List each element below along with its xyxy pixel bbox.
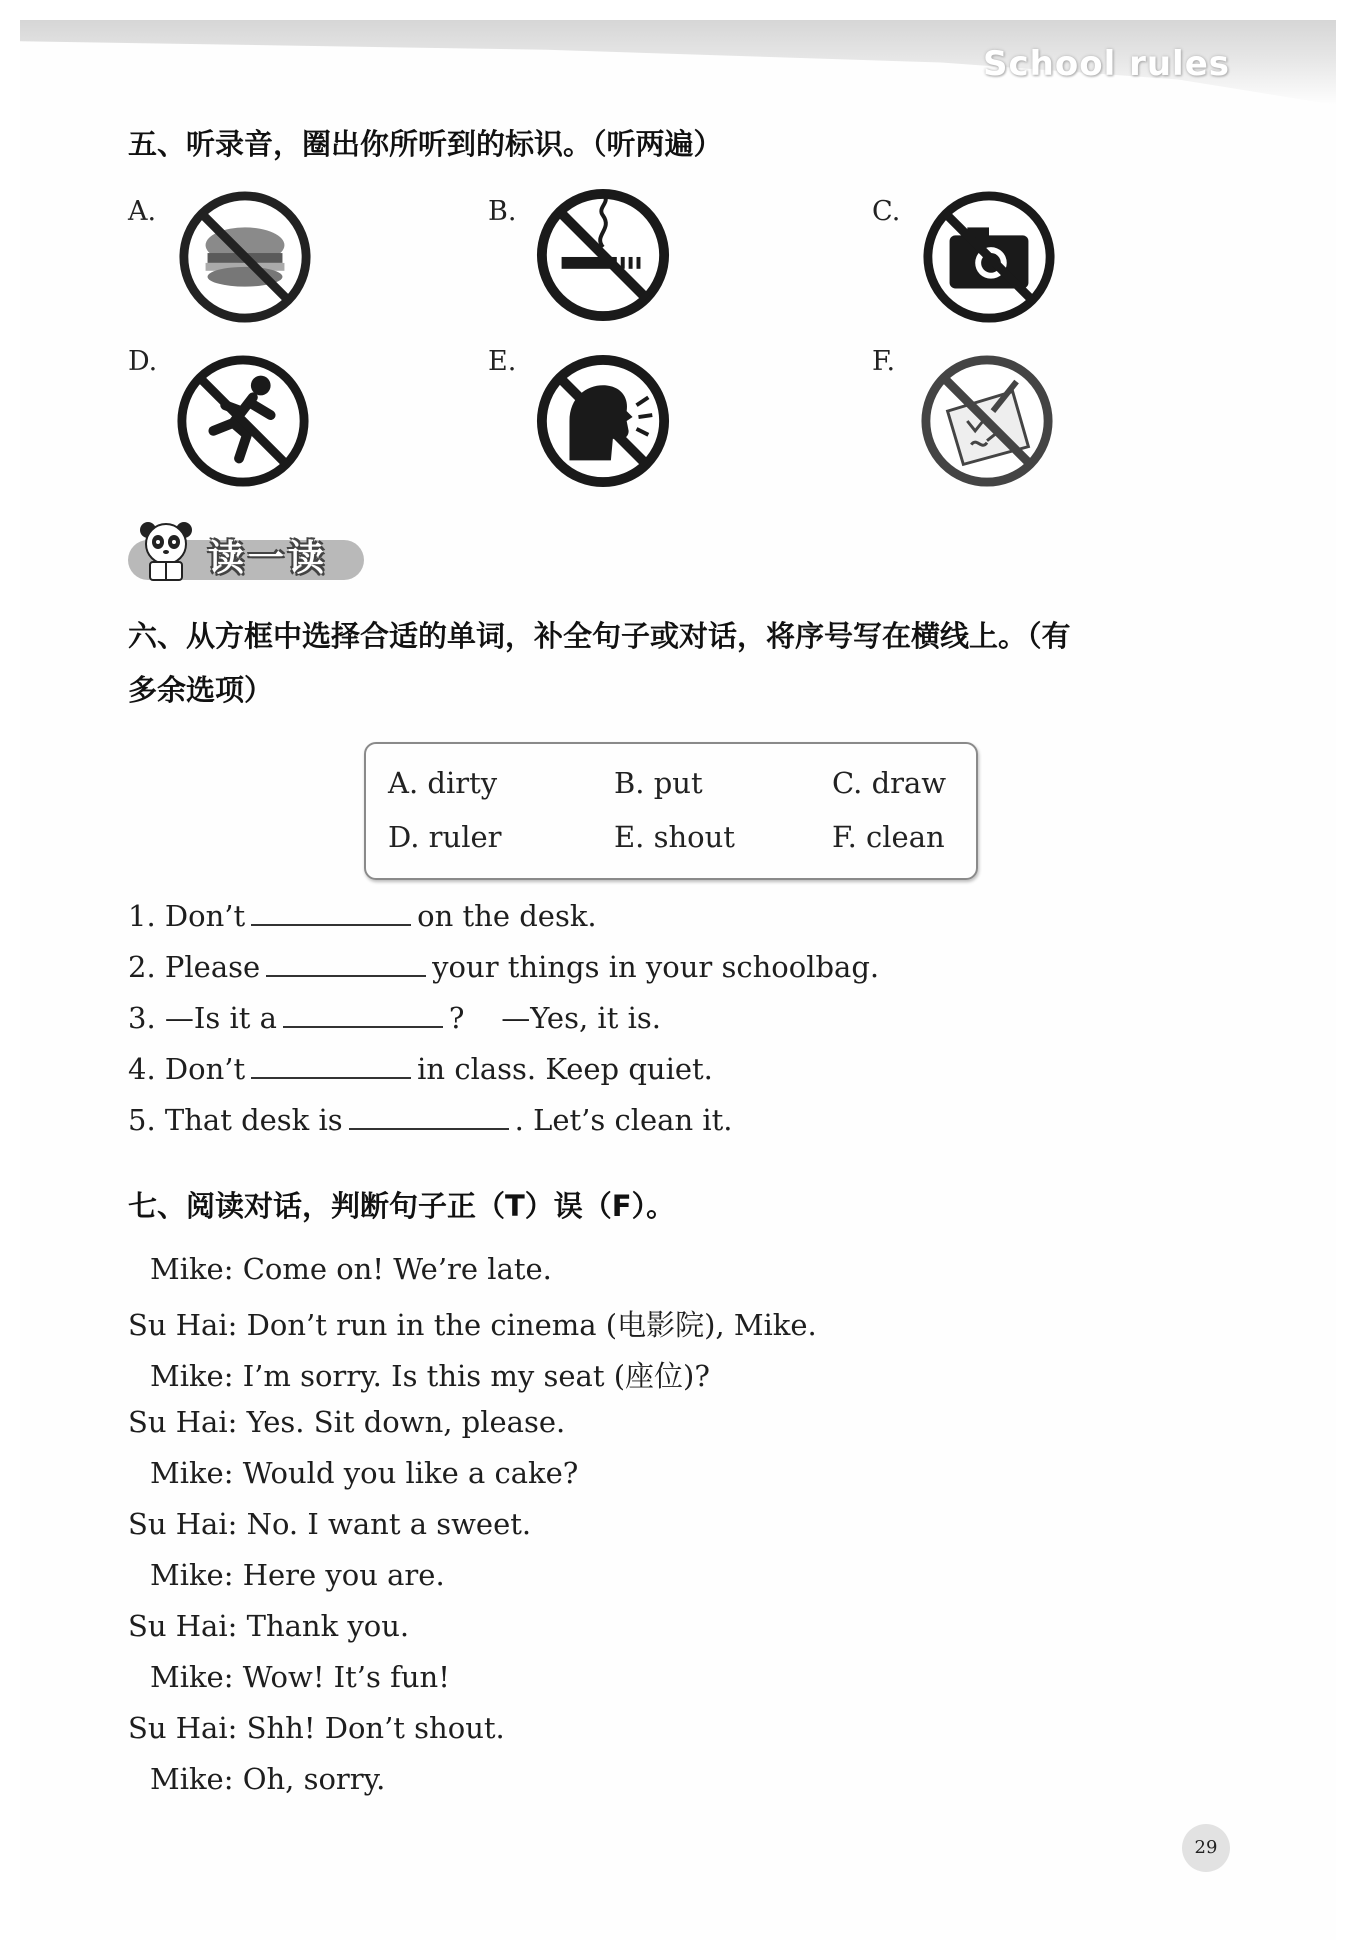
question-item-2 [128,949,879,984]
no-drawing-icon [918,352,1056,490]
dialogue-line: Su Hai: Shh! Don’t shout. [128,1711,505,1745]
question-prefix: 2. Please [128,950,261,984]
word-option-b: B. put [614,766,703,800]
question-suffix: your things in your schoolbag. [432,950,880,984]
section7-heading: 七、阅读对话，判断句子正（T）误（F）。 [128,1189,676,1223]
no-camera-icon [920,188,1058,326]
page-number: 29 [1182,1824,1230,1872]
sign-label-e: E. [488,346,517,377]
no-smoking-icon [534,186,672,324]
dialogue-line: Su Hai: No. I want a sweet. [128,1507,532,1541]
sign-label-c: C. [872,196,901,227]
no-food-icon [176,188,314,326]
sign-label-d: D. [128,346,158,377]
answer-blank[interactable] [349,1102,509,1130]
question-suffix: in class. Keep quiet. [417,1052,713,1086]
question-item-4 [128,1051,713,1086]
sign-label-a: A. [128,196,157,227]
sign-label-f: F. [872,346,896,377]
question-suffix: on the desk. [417,899,597,933]
word-option-f: F. clean [832,820,945,854]
panda-reading-icon [138,520,194,582]
word-option-e: E. shout [614,820,735,854]
answer-blank[interactable] [251,898,411,926]
question-prefix: 5. That desk is [128,1103,343,1137]
dialogue-line: Mike: Wow! It’s fun! [150,1660,450,1694]
question-item-1 [128,898,597,933]
question-suffix: . Let’s clean it. [514,1103,733,1137]
question-item-5 [128,1102,732,1137]
answer-blank[interactable] [283,1000,443,1028]
section6-heading-line2: 多余选项） [128,673,274,707]
no-running-icon [174,352,312,490]
read-banner-text: 读一读 [208,538,329,579]
unit-title: School rules [983,44,1230,84]
question-prefix: 3. —Is it a [128,1001,277,1035]
question-prefix: 4. Don’t [128,1052,246,1086]
read-banner [128,520,368,586]
question-suffix: ? —Yes, it is. [448,1001,661,1035]
dialogue-line: Su Hai: Yes. Sit down, please. [128,1405,566,1439]
sign-label-b: B. [488,196,517,227]
section5-heading: 五、听录音，圈出你所听到的标识。（听两遍） [128,127,723,161]
word-option-a: A. dirty [388,766,498,800]
dialogue-line: Su Hai: Thank you. [128,1609,410,1643]
word-option-d: D. ruler [388,820,502,854]
dialogue-line: Mike: Here you are. [150,1558,445,1592]
word-option-c: C. draw [832,766,947,800]
answer-blank[interactable] [251,1051,411,1079]
dialogue-line: Mike: Oh, sorry. [150,1762,386,1796]
word-bank-box [364,742,978,880]
dialogue-line: Su Hai: Don’t run in the cinema (电影院), Mike. [128,1308,817,1342]
dialogue-line: Mike: Would you like a cake? [150,1456,579,1490]
no-shouting-icon [534,352,672,490]
section6-heading-line1: 六、从方框中选择合适的单词，补全句子或对话，将序号写在横线上。（有 [128,619,1071,653]
answer-blank[interactable] [266,949,426,977]
dialogue-line: Mike: Come on! We’re late. [150,1252,552,1286]
question-prefix: 1. Don’t [128,899,246,933]
question-item-3 [128,1000,661,1035]
dialogue-line: Mike: I’m sorry. Is this my seat (座位)? [150,1359,710,1393]
